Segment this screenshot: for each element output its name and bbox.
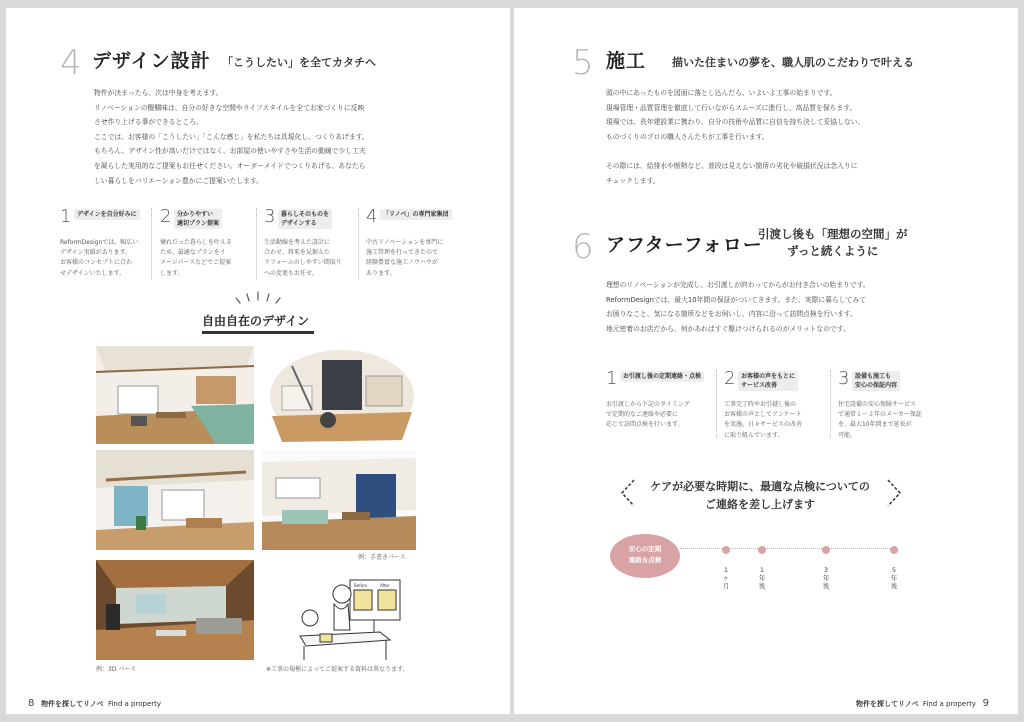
section-body: 頭の中にあったものを図面に落とし込んだら、いよいよ工事の始まりです。 現場管理・品質管理を徹底して行いながらスムーズに進行し、高品質を保ちます。 現場では、長年建設業に携わり、自分の技術や品質に自信を持ち決して妥協しない、 ものづくりのプロの職人さんたちが工事を行います。 その際には、給排水や断熱など、普段は見えない箇所の劣化や破損状況は念入りに チェックします。 xyxy=(606,89,865,185)
feature-label: 分かりやすい 適切プラン提案 xyxy=(174,209,222,229)
feature-desc: 憧れだった暮らしを叶える ため、最適なプランをイ メージパースなどでご提案 します。 xyxy=(160,239,233,277)
timeline-dot xyxy=(758,546,766,554)
footer-title: 物件を探してリノベ xyxy=(856,700,919,708)
timeline-dot xyxy=(890,546,898,554)
heading-underline xyxy=(202,331,314,334)
feature-label: 「リノベ」の専門家集団 xyxy=(380,209,452,220)
section-body: 理想のリノベーションが完成し、お引渡しが終わってからがお付き合いの始まりです。 ReformDesignでは、最大10年間の保証がついてきます。また、実際に暮らしてみて お困りなこと、気になる箇所などをお伺いし、内容に沿って訪問点検を行います。 地元密着のお店だから、何かあればすぐ駆けつけられるのがメリットなのです。 xyxy=(606,281,870,333)
feature-label: 暮らしそのものを デザインする xyxy=(278,209,332,229)
before-label: Before xyxy=(354,583,368,588)
interior-sketch-1 xyxy=(96,346,254,444)
feature-label: お客様の声をもとに サービス改善 xyxy=(738,371,798,391)
section-number: 5 xyxy=(572,43,594,83)
feature-item xyxy=(160,208,260,278)
feature-desc: 生活動線を考えた設計に 合わせ、将来を見据えた リフォームのしやすい間取り への変更もお任せ。 xyxy=(264,239,342,277)
feature-number: 4 xyxy=(366,206,378,227)
caption-3d: 例：3D パース xyxy=(96,666,137,673)
feature-number: 2 xyxy=(724,368,736,389)
feature-label: 設備も施工も 安心の保証内容 xyxy=(852,371,900,391)
divider xyxy=(358,208,359,280)
divider xyxy=(151,208,152,280)
caption-sketch: 例：手書きパース xyxy=(358,554,406,561)
page-footer xyxy=(28,698,161,709)
page-number: 9 xyxy=(982,698,990,709)
section-body: 物件が決まったら、次は中身を考えます。 リノベーションの醍醐味は、自分の好きな空間やライフスタイルを全てお家づくりに反映 させ作り上げる事ができるところ。 ここでは、お客様の「こうしたい」「こんな感じ」を私たちは具現化し、つくりあげます。 もちろん、デザイン性が高いだけではなく、お部屋の使いやすさや生活の動線で少し工夫 を凝らした実用的なご提案もお任せください。オーダーメイドでつくりあげる、あなたら しい暮らしをバリエーション豊かにご提案いたします。 xyxy=(94,89,369,185)
footer-title-en: Find a property xyxy=(922,700,976,708)
divider xyxy=(716,370,717,438)
section-subtitle: 引渡し後も「理想の空間」が ずっと続くように xyxy=(758,227,908,258)
feature-number: 3 xyxy=(264,206,276,227)
timeline-label: 5 年 後 xyxy=(890,566,898,590)
bracket-right-icon xyxy=(884,478,904,508)
section-title: 施工 xyxy=(606,50,647,72)
design-heading: 自由自在のデザイン xyxy=(202,314,310,328)
interior-sketch-3 xyxy=(96,450,254,550)
timeline-label: 3 年 後 xyxy=(822,566,830,590)
feature-label: デザインを自分好みに xyxy=(74,209,140,220)
section-title: デザイン設計 xyxy=(92,50,211,72)
interior-sketch-2 xyxy=(262,346,416,444)
interior-sketch-4 xyxy=(262,450,416,550)
feature-item xyxy=(264,208,364,278)
timeline-line xyxy=(680,548,898,549)
caption-note: ※工事の規模によってご提案する資料は異なります。 xyxy=(266,666,409,673)
interior-3d-render xyxy=(96,560,254,660)
feature-desc: ReformDesignでは、幅広い デザイン実績があります。 お客様のコンセプトに合わ せデザインいたします。 xyxy=(60,239,139,277)
feature-item xyxy=(838,370,948,440)
feature-desc: 住宅設備の安心保険サービス で通常１〜２年のメーカー保証 を、最大10年間まで延長が 可能。 xyxy=(838,401,922,439)
section-subtitle: 「こうしたい」を全てカタチへ xyxy=(222,56,376,69)
sparkle-icon xyxy=(234,291,282,305)
after-label: After xyxy=(380,583,390,588)
timeline-badge xyxy=(610,534,680,578)
feature-desc: 工事完了時やお引越し後の お客様の声としてアンケート を実施。日々サービスの改善 に取り組んでいます。 xyxy=(724,401,803,439)
care-heading: ケアが必要な時期に、最適な点検についての ご連絡を差し上げます xyxy=(650,480,870,511)
feature-number: 2 xyxy=(160,206,172,227)
feature-number: 1 xyxy=(60,206,72,227)
section-number: 6 xyxy=(572,227,594,267)
feature-desc: 中古リノベーションを専門に 施工管理を行ってきたので 経験豊富な施工ノウハウが あります。 xyxy=(366,239,444,277)
divider xyxy=(830,370,831,438)
feature-label: お引渡し後の定期連絡・点検 xyxy=(620,371,704,382)
timeline-badge-label: 安心の定期 連絡＆点検 xyxy=(628,545,662,564)
timeline-label: 1 ヶ 月 xyxy=(722,566,730,590)
meeting-illustration xyxy=(290,574,406,660)
feature-item xyxy=(366,208,466,278)
section-number: 4 xyxy=(60,43,82,83)
page-footer xyxy=(856,698,989,709)
feature-desc: お引渡しから下記のタイミング で定期的なご連絡や必要に 応じて訪問点検を行います。 xyxy=(606,401,690,429)
timeline-dot xyxy=(822,546,830,554)
footer-title-en: Find a property xyxy=(107,700,162,708)
timeline-label: 1 年 後 xyxy=(758,566,766,590)
section-title: アフターフォロー xyxy=(606,234,763,256)
section-subtitle: 描いた住まいの夢を、職人肌のこだわりで叶える xyxy=(672,56,914,69)
page-number: 8 xyxy=(28,698,35,709)
timeline-dot xyxy=(722,546,730,554)
right-page xyxy=(514,8,1018,714)
feature-item xyxy=(606,370,716,440)
feature-number: 3 xyxy=(838,368,850,389)
feature-item xyxy=(724,370,828,440)
feature-item xyxy=(60,208,160,278)
divider xyxy=(256,208,257,280)
footer-title: 物件を探してリノベ xyxy=(41,700,104,708)
feature-number: 1 xyxy=(606,368,618,389)
bracket-left-icon xyxy=(618,478,638,508)
left-page xyxy=(6,8,510,714)
